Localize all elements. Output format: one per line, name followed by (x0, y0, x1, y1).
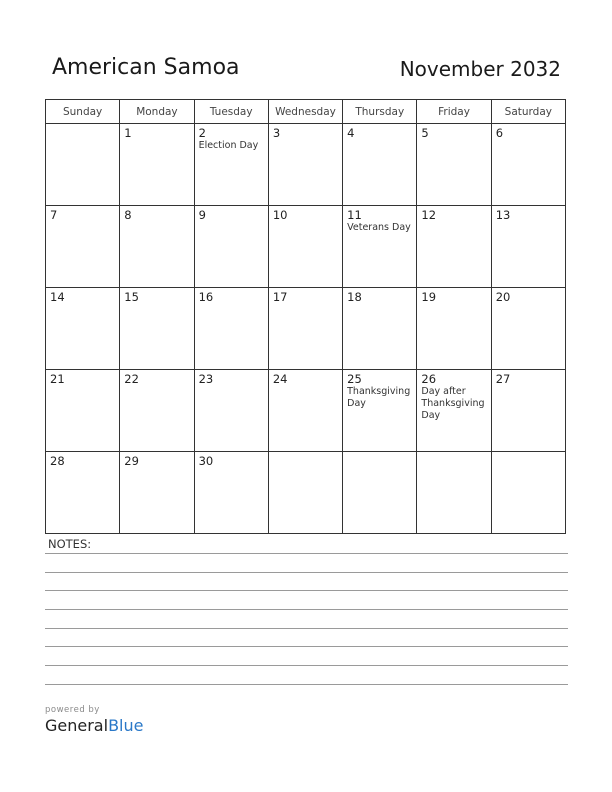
calendar-body (46, 124, 566, 534)
notes-label: NOTES: (48, 537, 92, 551)
day-number: 2 (198, 126, 206, 140)
day-number: 18 (347, 290, 362, 304)
day-cell (46, 124, 120, 206)
brand-blue: Blue (108, 716, 144, 735)
day-cell (268, 452, 342, 534)
day-cell (46, 452, 120, 534)
note-line (45, 609, 568, 610)
day-cell (268, 206, 342, 288)
note-line (45, 628, 568, 629)
day-number: 4 (347, 126, 355, 140)
day-cell (343, 206, 417, 288)
day-number: 10 (272, 208, 288, 222)
weekday-header: Wednesday (268, 100, 342, 124)
day-number: 3 (272, 126, 281, 140)
weekday-header: Saturday (491, 100, 565, 124)
day-cell (343, 288, 417, 370)
day-cell (417, 452, 491, 534)
day-cell (417, 124, 491, 206)
note-line (45, 684, 568, 685)
day-cell (46, 206, 120, 288)
region-title: American Samoa (52, 55, 240, 80)
day-number: 26 (421, 372, 437, 386)
note-line (45, 590, 568, 591)
day-cell (343, 124, 417, 206)
day-number: 8 (124, 208, 132, 222)
day-cell (194, 124, 268, 206)
week-row (46, 206, 566, 288)
generalblue-logo (45, 705, 143, 735)
day-number: 22 (124, 372, 139, 386)
day-cell (343, 452, 417, 534)
day-number: 5 (421, 126, 429, 140)
day-cell (120, 124, 194, 206)
day-cell (417, 288, 491, 370)
day-cell (194, 452, 268, 534)
day-number: 7 (50, 208, 58, 222)
day-cell (194, 288, 268, 370)
weekday-header: Tuesday (194, 100, 268, 124)
day-number: 6 (495, 126, 504, 140)
day-cell (491, 288, 565, 370)
calendar-grid (45, 99, 566, 534)
note-line (45, 646, 568, 647)
day-number: 9 (198, 208, 206, 222)
day-cell (120, 370, 194, 452)
week-row (46, 124, 566, 206)
day-cell (194, 370, 268, 452)
day-number: 1 (124, 126, 132, 140)
day-number: 30 (198, 454, 214, 468)
week-row (46, 288, 566, 370)
day-number: 27 (495, 372, 511, 386)
weekday-header: Thursday (343, 100, 417, 124)
day-cell (268, 124, 342, 206)
note-line (45, 553, 568, 554)
note-line (45, 572, 568, 573)
day-cell (194, 206, 268, 288)
weekday-header: Friday (417, 100, 491, 124)
weekday-header: Monday (120, 100, 194, 124)
day-cell (46, 370, 120, 452)
day-cell (120, 452, 194, 534)
day-number: 16 (198, 290, 214, 304)
brand-wordmark (45, 716, 143, 735)
day-cell (46, 288, 120, 370)
day-cell (120, 206, 194, 288)
day-number: 28 (50, 454, 65, 468)
day-cell (491, 370, 565, 452)
day-cell (120, 288, 194, 370)
day-number: 15 (124, 290, 139, 304)
day-cell (417, 206, 491, 288)
week-row (46, 370, 566, 452)
day-cell (343, 370, 417, 452)
note-line (45, 665, 568, 666)
holiday-label: Day after Thanksgiving Day (421, 386, 485, 421)
day-number: 25 (347, 372, 362, 386)
day-number: 24 (272, 372, 288, 386)
month-year-title: November 2032 (399, 57, 561, 81)
day-cell (268, 370, 342, 452)
day-number: 14 (50, 290, 65, 304)
day-cell (491, 124, 565, 206)
day-number: 11 (347, 208, 362, 222)
powered-by-text: powered by (45, 705, 100, 715)
holiday-label: Thanksgiving Day (347, 386, 411, 409)
day-number: 17 (272, 290, 288, 304)
day-cell (491, 206, 565, 288)
holiday-label: Election Day (198, 140, 259, 151)
day-number: 20 (495, 290, 511, 304)
day-cell (491, 452, 565, 534)
weekday-header: Sunday (46, 100, 120, 124)
week-row (46, 452, 566, 534)
day-number: 21 (50, 372, 65, 386)
day-cell (268, 288, 342, 370)
day-number: 19 (421, 290, 437, 304)
day-number: 23 (198, 372, 214, 386)
day-number: 13 (495, 208, 511, 222)
holiday-label: Veterans Day (347, 222, 411, 233)
day-cell (417, 370, 491, 452)
day-number: 12 (421, 208, 437, 222)
weekday-header-row (46, 100, 566, 124)
day-number: 29 (124, 454, 139, 468)
brand-general: General (45, 716, 109, 735)
